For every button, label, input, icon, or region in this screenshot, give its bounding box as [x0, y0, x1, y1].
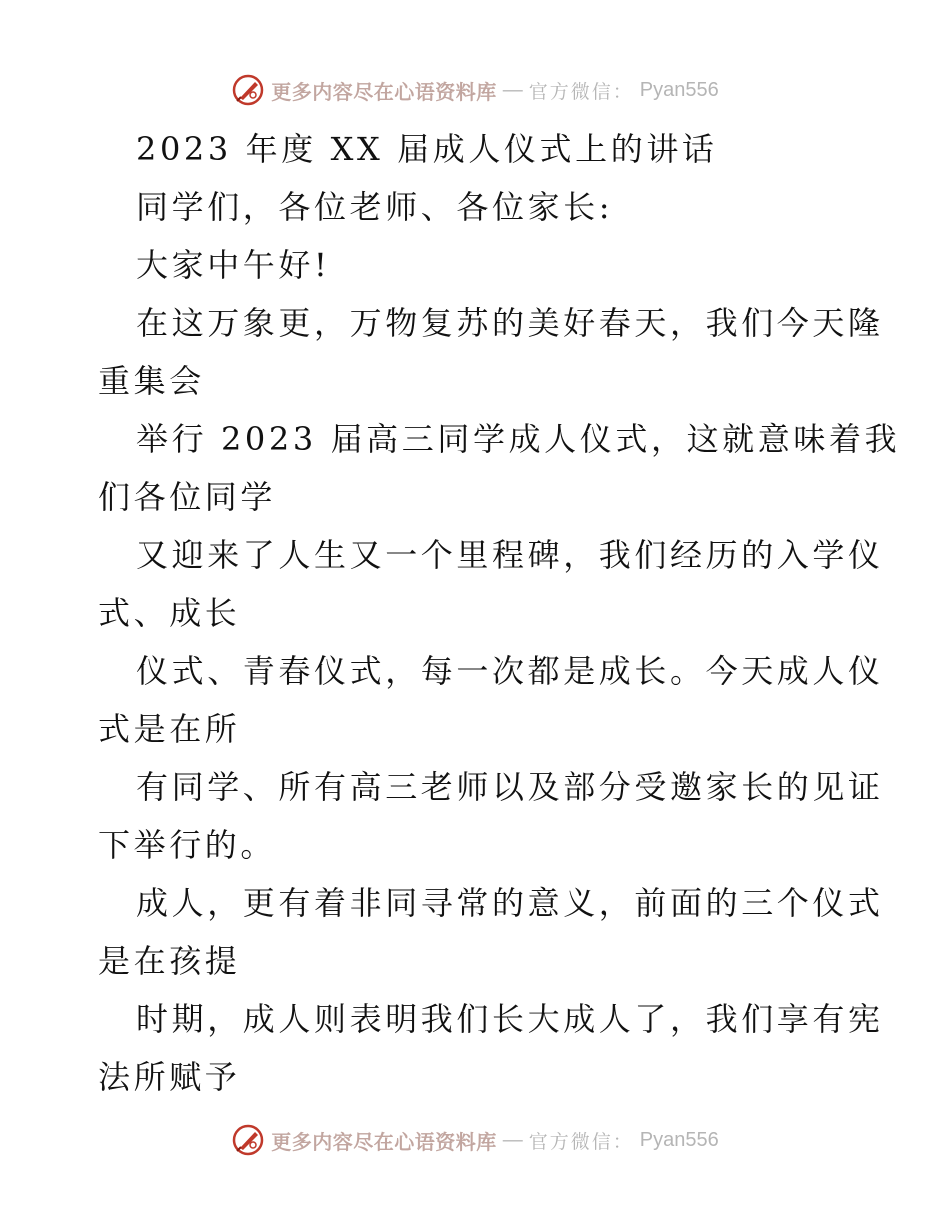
- paragraph-line: 又迎来了人生又一个里程碑，我们经历的入学仪: [136, 536, 884, 574]
- document-title: 2023 年度 XX 届成人仪式上的讲话: [136, 130, 718, 168]
- salutation: 同学们，各位老师、各位家长:: [136, 188, 614, 226]
- quill-logo-icon: [231, 73, 265, 107]
- paragraph-line: 是在孩提: [98, 942, 241, 980]
- paragraph-line: 时期，成人则表明我们长大成人了，我们享有宪: [136, 1000, 884, 1038]
- quill-logo-icon: [231, 1123, 265, 1157]
- paragraph-line: 举行 2023 届高三同学成人仪式，这就意味着我: [136, 420, 901, 458]
- document-body: [98, 120, 901, 1106]
- watermark-dash: —: [502, 78, 523, 101]
- watermark-wechat-label: 官方微信：: [528, 1130, 634, 1153]
- paragraph-line: 下举行的。: [98, 826, 277, 864]
- paragraph-line: 重集会: [98, 362, 205, 400]
- paragraph-line: 在这万象更，万物复苏的美好春天，我们今天隆: [136, 304, 884, 342]
- paragraph-line: 有同学、所有高三老师以及部分受邀家长的见证: [136, 768, 884, 806]
- paragraph-line: 成人，更有着非同寻常的意义，前面的三个仪式: [136, 884, 884, 922]
- paragraph-line: 们各位同学: [98, 478, 277, 516]
- watermark-site-text: 更多内容尽在心语资料库: [271, 79, 497, 104]
- watermark-site-text: 更多内容尽在心语资料库: [271, 1129, 497, 1154]
- paragraph-line: 式是在所: [98, 710, 241, 748]
- paragraph-line: 仪式、青春仪式，每一次都是成长。今天成人仪: [136, 652, 884, 690]
- watermark-wechat-id: Pyan556: [639, 1128, 719, 1151]
- header-watermark: [0, 70, 950, 110]
- watermark-dash: —: [502, 1128, 523, 1151]
- watermark-wechat-label: 官方微信：: [528, 80, 634, 103]
- watermark-wechat-id: Pyan556: [639, 78, 719, 101]
- paragraph-line: 式、成长: [98, 594, 241, 632]
- greeting: 大家中午好!: [136, 246, 331, 284]
- paragraph-line: 法所赋予: [98, 1058, 241, 1096]
- footer-watermark: [0, 1120, 950, 1160]
